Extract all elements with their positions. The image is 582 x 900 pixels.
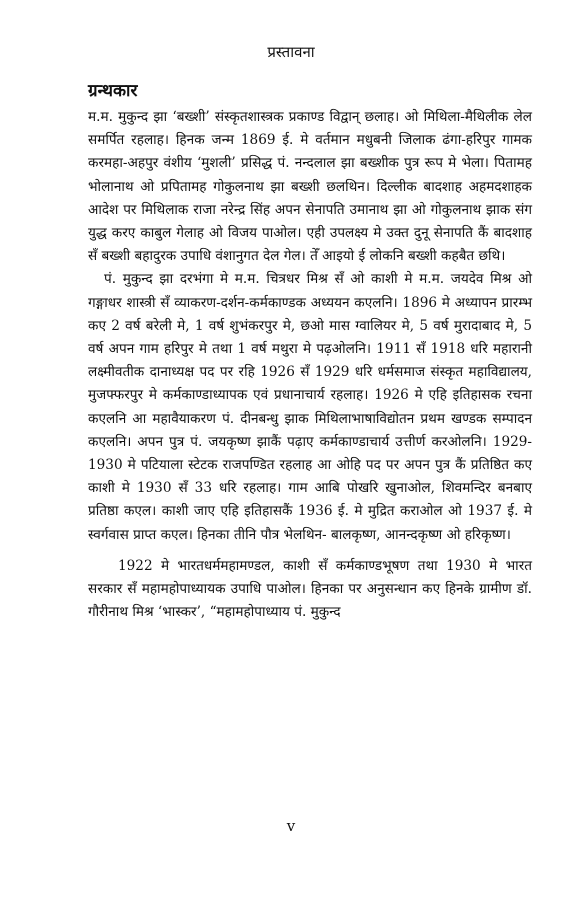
running-head: प्रस्तावना [267, 43, 315, 61]
page-number: v [286, 817, 296, 835]
body-text [88, 106, 532, 624]
section-heading: ग्रन्थकार [88, 81, 138, 101]
paragraph-2: पं. मुकुन्द झा दरभंगा मे म.म. चित्रधर मिश्र सँ ओ काशी मे म.म. जयदेव मिश्र ओ गङ्गाधर शास्त्री सँ व्याकरण-दर्शन-कर्मकाण्डक अध्ययन कएलनि। 1896 मे अध्यापन प्रारम्भ कए 2 वर्ष बरेली मे, 1 वर्ष शुभंकरपुर मे, छओ मास ग्वालियर मे, 5 वर्ष मुरादाबाद मे, 5 वर्ष अपन गाम हरिपुर मे तथा 1 वर्ष मथुरा मे पढ़ओलनि। 1911 सँ 1918 धरि महारानी लक्ष्मीवतीक दानाध्यक्ष पद पर रहि 1926 सँ 1929 धरि धर्मसमाज संस्कृत महाविद्यालय, मुजफ्फरपुर मे कर्मकाण्डाध्यापक एवं प्रधानाचार्य रहलाह। 1926 मे एहि इतिहासक रचना कएलनि आ महावैयाकरण पं. दीनबन्धु झाक मिथिलाभाषाविद्योतन प्रथम खण्डक सम्पादन कएलनि। अपन पुत्र पं. जयकृष्ण झाकैं पढ़ाए कर्मकाण्डाचार्य उत्तीर्ण करओलनि। 1929-1930 मे पटियाला स्टेटक राजपण्डित रहलाह आ ओहि पद पर अपन पुत्र कैं प्रतिष्ठित कए काशी मे 1930 सँ 33 धरि रहलाह। गाम आबि पोखरि खुनाओल, शिवमन्दिर बनबाए प्रतिष्ठा कएल। काशी जाए एहि इतिहासकैं 1936 ई. मे मुद्रित कराओल ओ 1937 ई. मे स्वर्गवास प्राप्त कएल। हिनका तीनि पौत्र भेलथिन- बालकृष्ण, आनन्दकृष्ण ओ हरिकृष्ण। [88, 271, 532, 543]
paragraph-1: म.म. मुकुन्द झा ‘बख्शी’ संस्कृतशास्त्रक प्रकाण्ड विद्वान् छलाह। ओ मिथिला-मैथिलीक लेल समर्पित रहलाह। हिनक जन्म 1869 ई. मे वर्तमान मधुबनी जिलाक ढंगा-हरिपुर गामक करमहा-अहपुर वंशीय ‘मुशली’ प्रसिद्ध पं. नन्दलाल झा बख्शीक पुत्र रूप मे भेला। पितामह भोलानाथ ओ प्रपितामह गोकुलनाथ झा बख्शी छलथिन। दिल्लीक बादशाह अहमदशाहक आदेश पर मिथिलाक राजा नरेन्द्र सिंह अपन सेनापति उमानाथ झा ओ गोकुलनाथ झाक संग युद्ध करए काबुल गेलाह ओ विजय पाओल। एही उपलक्ष्य मे उक्त दुनू सेनापति कैं बादशाह सँ बख्शी बहादुरक उपाधि वंशानुगत देल गेल। तेँ आइयो ई लोकनि बख्शी कहबैत छथि। [88, 109, 532, 265]
paragraph-3: 1922 मे भारतधर्ममहामण्डल, काशी सँ कर्मकाण्डभूषण तथा 1930 मे भारत सरकार सँ महामहोपाध्यायक उपाधि पाओल। हिनका पर अनुसन्धान कए हिनके ग्रामीण डॉ. गौरीनाथ मिश्र ‘भास्कर’, “महामहोपाध्याय पं. मुकुन्द [88, 557, 532, 621]
